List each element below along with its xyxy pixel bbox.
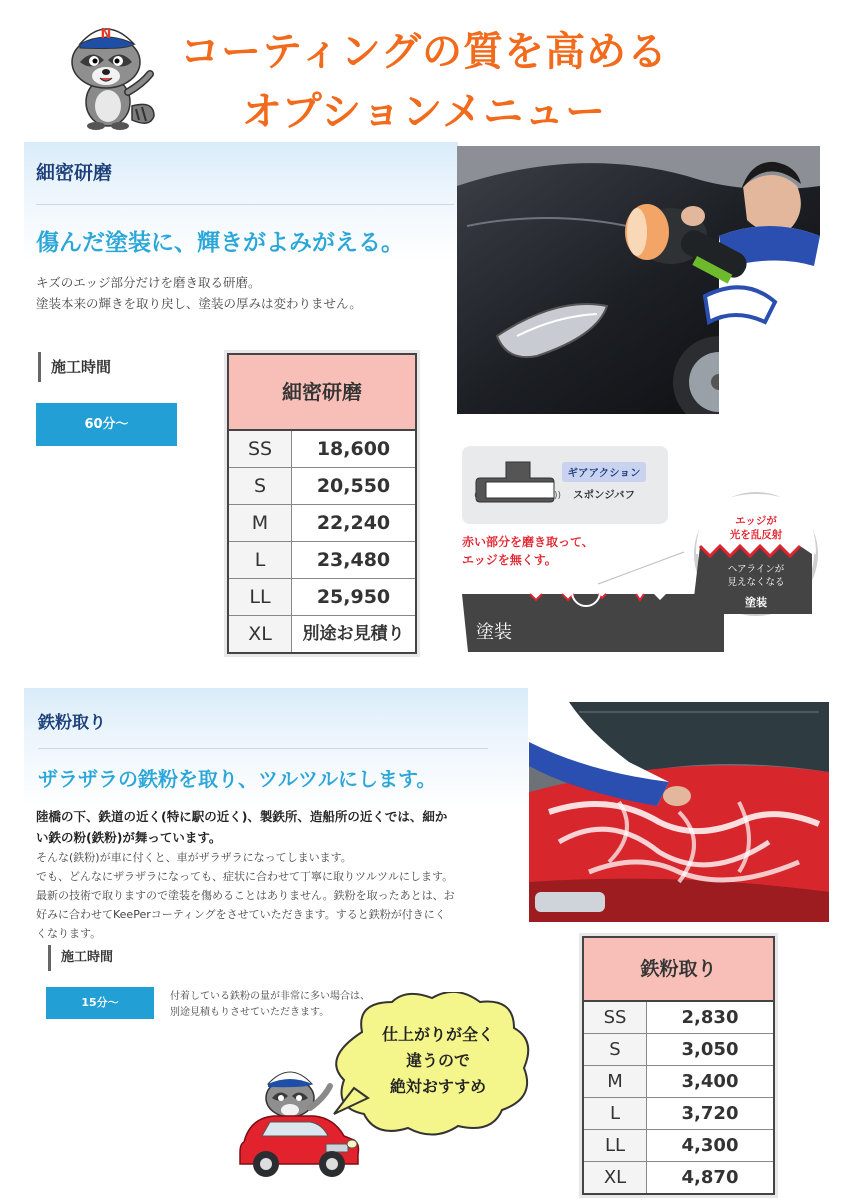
table-row	[229, 468, 415, 505]
page-title-line1: コーティングの質を高める	[180, 29, 668, 75]
table-row	[584, 1162, 773, 1193]
table-row	[229, 431, 415, 468]
svg-text:ギアアクション: ギアアクション	[567, 467, 641, 479]
polishing-photo	[457, 146, 820, 414]
svg-text:N: N	[100, 27, 112, 42]
iron-divider	[38, 748, 488, 749]
svg-text:エッジを無くす。: エッジを無くす。	[462, 553, 557, 567]
size-cell: L	[584, 1098, 647, 1129]
size-cell: XL	[229, 616, 292, 652]
polish-price-table	[227, 353, 417, 654]
svg-text:((: ((	[474, 491, 482, 501]
price-cell: 20,550	[316, 475, 391, 497]
iron-desc-line: でも、どんなにザラザラになっても、症状に合わせて丁寧に取りツルツルにします。	[36, 870, 454, 883]
table-row	[584, 1034, 773, 1066]
price-cell: 23,480	[316, 549, 391, 571]
svg-text:違うので: 違うので	[405, 1051, 471, 1070]
recommend-speech-bubble	[332, 992, 536, 1142]
size-cell: L	[229, 542, 292, 578]
size-cell: M	[229, 505, 292, 541]
svg-text:見えなくなる: 見えなくなる	[727, 577, 785, 588]
polish-divider	[36, 204, 454, 205]
raccoon-car-icon	[236, 1058, 362, 1184]
polish-time-label: 施工時間	[38, 352, 111, 382]
polish-time-badge: 60分〜	[36, 403, 177, 446]
price-cell: 4,300	[681, 1135, 739, 1156]
svg-text:塗装: 塗装	[745, 596, 767, 609]
svg-text:仕上がりが全く: 仕上がりが全く	[381, 1025, 495, 1044]
svg-text:)): ))	[554, 491, 562, 501]
price-cell: 22,240	[316, 512, 391, 534]
table-row	[229, 579, 415, 616]
table-row	[229, 505, 415, 542]
iron-bold-line: い鉄の粉(鉄粉)が舞っています。	[36, 830, 222, 845]
price-cell: 3,400	[681, 1071, 739, 1092]
iron-description	[36, 848, 455, 943]
polish-table-header: 細密研磨	[229, 355, 415, 431]
iron-desc-line: くなります。	[36, 927, 102, 940]
iron-time-badge: 15分〜	[46, 987, 154, 1019]
size-cell: S	[229, 468, 292, 504]
price-cell: 3,720	[681, 1103, 739, 1124]
table-row	[584, 1098, 773, 1130]
iron-section-title: 鉄粉取り	[38, 713, 106, 733]
svg-text:ヘアラインが: ヘアラインが	[727, 564, 785, 575]
table-row	[229, 542, 415, 579]
size-cell: SS	[584, 1002, 647, 1033]
iron-note-line: 付着している鉄粉の量が非常に多い場合は、	[170, 991, 370, 1002]
polish-desc-line: キズのエッジ部分だけを磨き取る研磨。	[36, 275, 261, 290]
iron-time-label: 施工時間	[48, 945, 113, 971]
price-cell: 18,600	[316, 438, 391, 460]
price-cell: 別途お見積り	[302, 624, 405, 644]
size-cell: SS	[229, 431, 292, 467]
iron-bold-description	[36, 806, 447, 848]
table-row	[584, 1066, 773, 1098]
price-cell: 25,950	[316, 586, 391, 608]
polish-description	[36, 272, 362, 314]
iron-headline: ザラザラの鉄粉を取り、ツルツルにします。	[38, 767, 437, 791]
page-title-line2: オプションメニュー	[241, 89, 607, 135]
polish-desc-line: 塗装本来の輝きを取り戻し、塗装の厚みは変わりません。	[36, 296, 362, 311]
size-cell: S	[584, 1034, 647, 1065]
table-row	[584, 1130, 773, 1162]
svg-text:スポンジバフ: スポンジバフ	[572, 489, 636, 501]
price-cell: 3,050	[681, 1039, 739, 1060]
size-cell: LL	[584, 1130, 647, 1161]
iron-price-table	[582, 936, 775, 1195]
price-cell: 2,830	[681, 1007, 739, 1028]
polish-headline: 傷んだ塗装に、輝きがよみがえる。	[36, 230, 404, 256]
size-cell: LL	[229, 579, 292, 615]
iron-removal-photo	[529, 702, 829, 922]
svg-text:塗装: 塗装	[476, 622, 512, 643]
table-row	[584, 1002, 773, 1034]
polish-diagram	[458, 442, 820, 654]
table-row	[229, 616, 415, 652]
iron-note-line: 別途見積もりさせていただきます。	[170, 1007, 330, 1018]
size-cell: M	[584, 1066, 647, 1097]
svg-text:光を乱反射: 光を乱反射	[729, 529, 783, 541]
iron-desc-line: 好みに合わせてKeePerコーティングをさせていただきます。すると鉄粉が付きにく	[36, 908, 446, 921]
price-cell: 4,870	[681, 1167, 739, 1188]
size-cell: XL	[584, 1162, 647, 1193]
iron-desc-line: 最新の技術で取りますので塗装を傷めることはありません。鉄粉を取ったあとは、お	[36, 889, 455, 902]
svg-text:エッジが: エッジが	[735, 515, 777, 527]
iron-desc-line: そんな(鉄粉)が車に付くと、車がザラザラになってしまいます。	[36, 851, 352, 864]
svg-text:赤い部分を磨き取って、: 赤い部分を磨き取って、	[462, 535, 594, 549]
svg-text:絶対おすすめ: 絶対おすすめ	[389, 1077, 487, 1096]
iron-bold-line: 陸橋の下、鉄道の近く(特に駅の近く)、製鉄所、造船所の近くでは、細か	[36, 809, 448, 824]
iron-table-header: 鉄粉取り	[584, 938, 773, 1002]
polish-section-title: 細密研磨	[36, 162, 113, 184]
